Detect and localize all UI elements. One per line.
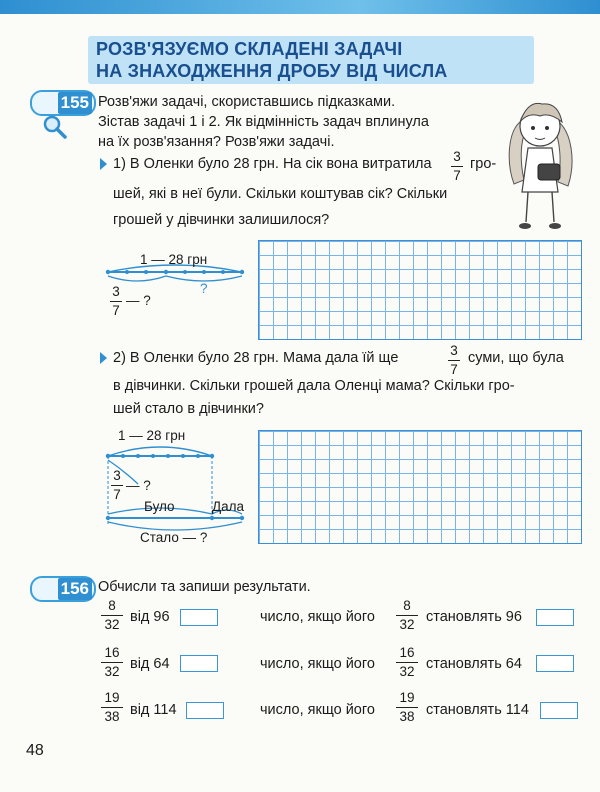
ex-right-1-fraction bbox=[396, 598, 418, 633]
ex-left-2-fraction bbox=[101, 645, 123, 680]
task-155-line2: Зістав задачі 1 і 2. Як відмінність задач вплинула bbox=[98, 114, 429, 130]
task-156-number: 156 bbox=[58, 578, 92, 600]
ex-left-1-num: 8 bbox=[108, 598, 116, 613]
answer-box-right-2[interactable] bbox=[536, 655, 574, 672]
p2-line1-end: суми, що була bbox=[468, 350, 564, 366]
p2-line2: в дівчинки. Скільки грошей дала Оленці мама? Скільки гро- bbox=[113, 378, 515, 394]
ex-left-1-fraction bbox=[101, 598, 123, 633]
ex-left-2-text: від 64 bbox=[130, 656, 170, 672]
p2-frac-num: 3 bbox=[450, 343, 458, 358]
ex-left-1-den: 32 bbox=[104, 617, 120, 632]
p2-line3: шей стало в дівчинки? bbox=[113, 401, 264, 417]
answer-grid-2[interactable] bbox=[258, 430, 582, 544]
section-title bbox=[88, 36, 534, 84]
page-number: 48 bbox=[26, 742, 44, 759]
p2-frac-den: 7 bbox=[450, 362, 458, 377]
top-stripe bbox=[0, 0, 600, 14]
p2-line1: 2) В Оленки було 28 грн. Мама дала їй ще bbox=[113, 350, 399, 366]
ex-left-2-den: 32 bbox=[104, 664, 120, 679]
p1-frac-num: 3 bbox=[453, 149, 461, 164]
ex-right-2-den: 32 bbox=[399, 664, 415, 679]
p1-diag-fraction bbox=[110, 284, 122, 319]
task-156-badge bbox=[30, 576, 96, 602]
ex-right-3-num: 19 bbox=[399, 690, 415, 705]
ex-left-3-den: 38 bbox=[104, 709, 120, 724]
answer-box-right-3[interactable] bbox=[540, 702, 578, 719]
ex-right-3-fraction bbox=[396, 690, 418, 725]
p1-diag-question2: ? bbox=[200, 281, 208, 296]
ex-right-3-prefix: число, якщо його bbox=[260, 702, 375, 718]
task-155-line1: Розв'яжи задачі, скориставшись підказками. bbox=[98, 94, 396, 110]
p1-diag-question1: — ? bbox=[126, 293, 151, 308]
p1-line2: шей, які в неї були. Скільки коштував сік? Скільки bbox=[113, 186, 448, 202]
p1-fraction bbox=[451, 149, 463, 184]
answer-box-left-3[interactable] bbox=[186, 702, 224, 719]
p1-line1-end: гро- bbox=[470, 156, 497, 172]
p1-diag-frac-den: 7 bbox=[112, 303, 120, 318]
p2-diag-total: 1 — 28 грн bbox=[118, 428, 186, 443]
ex-left-3-text: від 114 bbox=[130, 702, 177, 718]
p1-line3: грошей у дівчинки залишилося? bbox=[113, 212, 330, 228]
task-155-line3: на їх розв'язання? Розв'яжи задачі. bbox=[98, 134, 335, 150]
ex-right-1-num: 8 bbox=[403, 598, 411, 613]
answer-grid-1[interactable] bbox=[258, 240, 582, 340]
p1-diag-total: 1 — 28 грн bbox=[140, 252, 208, 267]
answer-box-right-1[interactable] bbox=[536, 609, 574, 626]
bullet-arrow-icon bbox=[100, 158, 107, 170]
p1-frac-den: 7 bbox=[453, 168, 461, 183]
p2-fraction bbox=[448, 343, 460, 378]
p2-diag-dala: Дала bbox=[212, 499, 245, 514]
title-line-2: НА ЗНАХОДЖЕННЯ ДРОБУ ВІД ЧИСЛА bbox=[96, 61, 448, 81]
task-155-number: 155 bbox=[58, 92, 92, 114]
bullet-arrow-icon bbox=[100, 352, 107, 364]
ex-right-1-text: становлять 96 bbox=[426, 609, 522, 625]
answer-box-left-2[interactable] bbox=[180, 655, 218, 672]
p2-diag-frac-den: 7 bbox=[113, 487, 121, 502]
girl-illustration bbox=[498, 92, 582, 234]
p2-diag-frac-num: 3 bbox=[113, 468, 121, 483]
ex-right-3-text: становлять 114 bbox=[426, 702, 529, 718]
ex-left-2-num: 16 bbox=[104, 645, 120, 660]
ex-right-1-den: 32 bbox=[399, 617, 415, 632]
ex-right-2-prefix: число, якщо його bbox=[260, 656, 375, 672]
task-156-instruction: Обчисли та запиши результати. bbox=[98, 579, 311, 595]
p2-diag-stalo: Стало — ? bbox=[140, 530, 208, 545]
ex-left-3-num: 19 bbox=[104, 690, 120, 705]
answer-box-left-1[interactable] bbox=[180, 609, 218, 626]
p1-diag-frac-num: 3 bbox=[112, 284, 120, 299]
task-155-badge bbox=[30, 90, 96, 116]
p1-line1: 1) В Оленки було 28 грн. На сік вона витратила bbox=[113, 156, 432, 172]
magnifier-icon bbox=[42, 114, 68, 140]
ex-right-1-prefix: число, якщо його bbox=[260, 609, 375, 625]
title-line-1: РОЗВ'ЯЗУЄМО СКЛАДЕНІ ЗАДАЧІ bbox=[96, 39, 403, 59]
ex-right-3-den: 38 bbox=[399, 709, 415, 724]
ex-right-2-fraction bbox=[396, 645, 418, 680]
ex-right-2-num: 16 bbox=[399, 645, 415, 660]
p2-diag-fraction bbox=[111, 468, 123, 503]
p2-diag-question1: — ? bbox=[126, 478, 151, 493]
ex-left-1-text: від 96 bbox=[130, 609, 170, 625]
p2-diag-bulo: Було bbox=[144, 499, 175, 514]
ex-right-2-text: становлять 64 bbox=[426, 656, 522, 672]
ex-left-3-fraction bbox=[101, 690, 123, 725]
